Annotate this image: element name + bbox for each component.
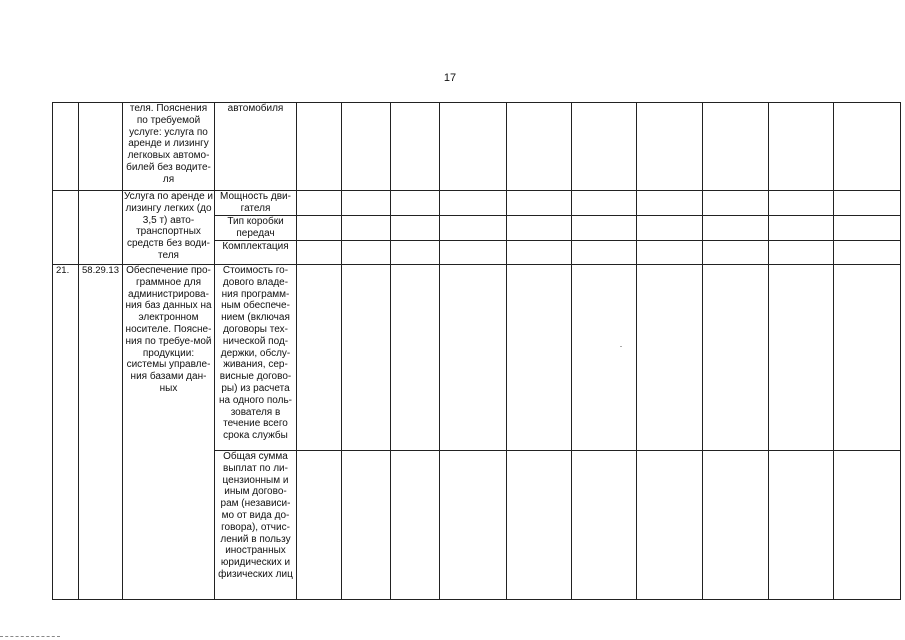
cell-empty bbox=[297, 265, 342, 451]
cell-empty bbox=[440, 451, 507, 600]
cell-empty bbox=[440, 216, 507, 241]
page-number: 17 bbox=[443, 72, 457, 84]
scan-speck bbox=[620, 346, 622, 347]
cell-empty bbox=[79, 191, 123, 265]
cell-empty bbox=[703, 451, 769, 600]
table-row bbox=[53, 191, 901, 216]
cell-characteristic: Тип коробки передач bbox=[215, 216, 297, 241]
cell-empty bbox=[297, 191, 342, 216]
cell-empty bbox=[391, 216, 440, 241]
cell-empty bbox=[834, 451, 901, 600]
cell-empty bbox=[637, 191, 703, 216]
cell-empty bbox=[507, 265, 572, 451]
cell-empty bbox=[769, 216, 834, 241]
cell-characteristic: автомобиля bbox=[215, 103, 297, 191]
cell-empty bbox=[53, 191, 79, 265]
cell-empty bbox=[342, 451, 391, 600]
cell-empty bbox=[507, 191, 572, 216]
cell-empty bbox=[391, 191, 440, 216]
cell-empty bbox=[769, 265, 834, 451]
cell-characteristic: Общая сумма выплат по ли-цензионным и иным догово-рам (независи-мо от вида до-говора), отчис-лений в пользу иностранных юридических и физических лиц bbox=[215, 451, 297, 600]
cell-empty bbox=[79, 103, 123, 191]
cell-empty bbox=[834, 241, 901, 265]
cell-empty bbox=[391, 265, 440, 451]
cell-empty bbox=[572, 103, 637, 191]
cell-empty bbox=[440, 265, 507, 451]
cell-empty bbox=[342, 265, 391, 451]
characteristics-table bbox=[52, 102, 850, 599]
cell-item-name: теля. Пояснения по требуемой услуге: услуга по аренде и лизингу легковых автомо-билей без водите-ля bbox=[123, 103, 215, 191]
cell-empty bbox=[342, 191, 391, 216]
cell-empty bbox=[769, 191, 834, 216]
cell-empty bbox=[637, 103, 703, 191]
cell-empty bbox=[637, 241, 703, 265]
cell-empty bbox=[834, 191, 901, 216]
cell-empty bbox=[572, 191, 637, 216]
cell-empty bbox=[297, 241, 342, 265]
cell-empty bbox=[572, 216, 637, 241]
cell-empty bbox=[342, 241, 391, 265]
cell-empty bbox=[769, 241, 834, 265]
cell-item-name: Обеспечение про-граммное для администрирова-ния баз данных на электронном носителе. Поясне-ния по требуе-мой продукции: системы управле-ния базами дан-ных bbox=[123, 265, 215, 600]
cell-empty bbox=[507, 451, 572, 600]
cell-empty bbox=[572, 451, 637, 600]
cell-empty bbox=[53, 103, 79, 191]
cell-empty bbox=[507, 216, 572, 241]
cell-empty bbox=[440, 103, 507, 191]
cell-empty bbox=[440, 241, 507, 265]
cell-empty bbox=[834, 103, 901, 191]
cell-empty bbox=[297, 103, 342, 191]
cell-empty bbox=[391, 451, 440, 600]
cell-empty bbox=[637, 216, 703, 241]
cell-okpd-code: 58.29.13 bbox=[79, 265, 123, 600]
cell-empty bbox=[769, 451, 834, 600]
cell-empty bbox=[342, 216, 391, 241]
cell-empty bbox=[703, 265, 769, 451]
table-row bbox=[53, 103, 901, 191]
table-row bbox=[53, 265, 901, 451]
cell-characteristic: Стоимость го-дового владе-ния программ-ным обеспече-нием (включая договоры тех-нической под-держки, обслу-живания, сер-висные догово-ры) из расчета на одного поль-зователя в течение всего срока службы bbox=[215, 265, 297, 451]
cell-empty bbox=[637, 265, 703, 451]
cell-empty bbox=[391, 103, 440, 191]
cell-empty bbox=[637, 451, 703, 600]
cell-empty bbox=[572, 265, 637, 451]
cell-empty bbox=[507, 241, 572, 265]
cell-empty bbox=[703, 191, 769, 216]
cell-empty bbox=[342, 103, 391, 191]
cell-empty bbox=[834, 265, 901, 451]
cell-empty bbox=[769, 103, 834, 191]
cell-empty bbox=[834, 216, 901, 241]
cell-empty bbox=[297, 216, 342, 241]
cell-empty bbox=[703, 241, 769, 265]
cell-empty bbox=[391, 241, 440, 265]
cell-item-name: Услуга по аренде и лизингу легких (до 3,5 т) авто-транспортных средств без води-теля bbox=[123, 191, 215, 265]
cell-empty bbox=[703, 216, 769, 241]
cell-empty bbox=[703, 103, 769, 191]
cell-empty bbox=[572, 241, 637, 265]
cell-characteristic: Комплектация bbox=[215, 241, 297, 265]
cell-empty bbox=[507, 103, 572, 191]
cell-row-number: 21. bbox=[53, 265, 79, 600]
cell-characteristic: Мощность дви-гателя bbox=[215, 191, 297, 216]
cell-empty bbox=[297, 451, 342, 600]
cell-empty bbox=[440, 191, 507, 216]
scan-edge-mark bbox=[0, 636, 60, 638]
